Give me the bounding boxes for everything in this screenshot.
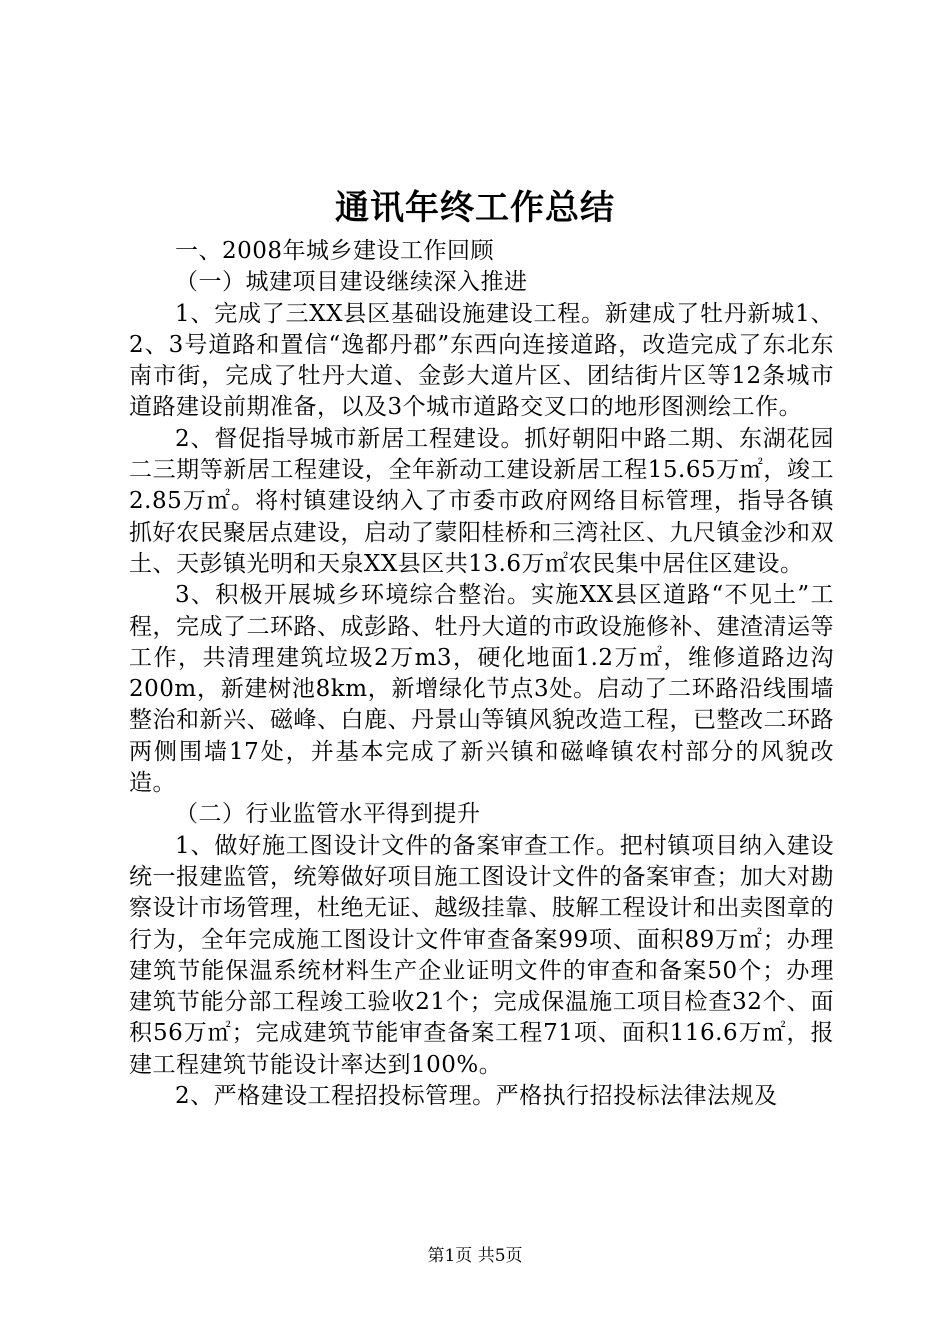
section-heading: 一、2008年城乡建设工作回顾 (175, 238, 495, 264)
paragraph: 1、做好施工图设计文件的备案审查工作。把村镇项目纳入建设统一报建监管，统筹做好项目施工图设计文件的备案审查；加大对勘察设计市场管理，杜绝无证、越级挂靠、肢解工程设计和出卖图章的行为，全年完成施工图设计文件审查备案99项、面积89万㎡；办理建筑节能保温系统材料生产企业证明文件的审查和备案50个；办理建筑节能分部工程竣工验收21个；完成保温施工项目检查32个、面积56万㎡；完成建筑节能审查备案工程71项、面积116.6万㎡，报建工程建筑节能设计率达到100%。 (129, 832, 834, 1078)
paragraph: 2、严格建设工程招投标管理。严格执行招投标法律法规及 (175, 1083, 778, 1110)
paragraph: 2、督促指导城市新居工程建设。抓好朝阳中路二期、东湖花园二三期等新居工程建设，全年新动工建设新居工程15.65万㎡，竣工2.85万㎡。将村镇建设纳入了市委市政府网络目标管理，指导各镇抓好农民聚居点建设，启动了蒙阳桂桥和三湾社区、九尺镇金沙和双土、天彭镇光明和天泉XX县区共13.6万㎡农民集中居住区建设。 (129, 425, 834, 577)
paragraph: 3、积极开展城乡环境综合整治。实施XX县区道路“不见土”工程，完成了二环路、成彭路、牡丹大道的市政设施修补、建渣清运等工作，共清理建筑垃圾2万m3，硬化地面1.2万㎡，维修道路边沟200m，新建树池8km，新增绿化节点3处。启动了二环路沿线围墙整治和新兴、磁峰、白鹿、丹景山等镇风貌改造工程，已整改二环路两侧围墙17处，并基本完成了新兴镇和磁峰镇农村部分的风貌改造。 (129, 582, 834, 797)
section-subheading: （一）城建项目建设继续深入推进 (175, 269, 528, 296)
paragraph: 1、完成了三XX县区基础设施建设工程。新建成了牡丹新城1、2、3号道路和置信“逸都丹郡”东西向连接道路，改造完成了东北东南市街，完成了牡丹大道、金彭大道片区、团结街片区等12条城市道路建设前期准备，以及3个城市道路交叉口的地形图测绘工作。 (129, 300, 834, 421)
document-title: 通讯年终工作总结 (335, 188, 615, 228)
document-body (129, 236, 834, 1112)
section-subheading: （二）行业监管水平得到提升 (175, 801, 481, 828)
page-footer: 第1页 共5页 (427, 1246, 523, 1266)
